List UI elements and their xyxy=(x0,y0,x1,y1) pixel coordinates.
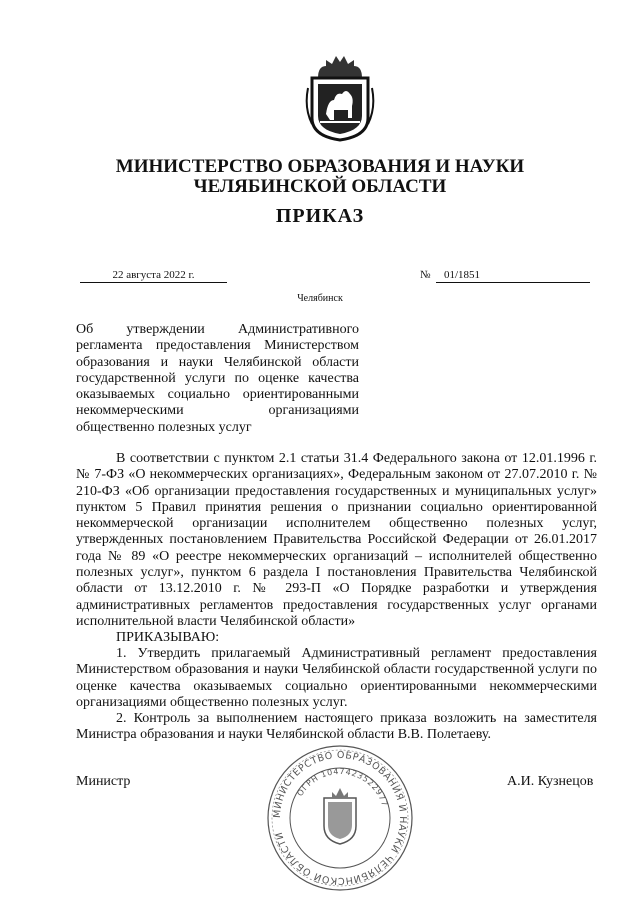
order-subject xyxy=(76,322,359,436)
order-word: ПРИКАЗЫВАЮ: xyxy=(116,630,220,645)
ministry-name-line1: МИНИСТЕРСТВО ОБРАЗОВАНИЯ И НАУКИ xyxy=(115,156,525,177)
ministry-name-line2: ЧЕЛЯБИНСКОЙ ОБЛАСТИ xyxy=(193,176,447,197)
seal-outer-text: МИНИСТЕРСТВО ОБРАЗОВАНИЯ И НАУКИ ЧЕЛЯБИНСКОЙ ОБЛАСТИ xyxy=(271,749,409,887)
preamble-paragraph: В соответствии с пунктом 2.1 статьи 31.4 Федерального закона от 12.01.1996 г. № 7-ФЗ «О некоммерческих организациях», Федеральным законом от 27.07.2010 г. № 210-ФЗ «Об организации предоставления государственных и муниципальных услуг» пунктом 5 Правил принятия решения о признании социально ориентированной некоммерческой организации исполнителем общественно полезных услуг, утвержденных постановлением Правительства Российской Федерации от 26.01.2017 года № 89 «О реестре некоммерческих организаций – исполнителей общественно полезных услуг», пунктом 6 раздела I постановления Правительства Челябинской области от 13.12.2010 г. № 293-П «О Порядке разработки и утверждения административных регламентов предоставления государственных услуг органами исполнительной власти Челябинской области» xyxy=(76,451,597,629)
seal-emblem-icon xyxy=(324,788,356,844)
order-subject-text: Об утверждении Административного регламента предоставления Министерством образования и науки Челябинской области государственной услуги по оценке качества оказываемых социально ориентированными некоммерческими организациями общественно полезных услуг xyxy=(76,322,359,435)
city-name: Челябинск xyxy=(297,293,343,304)
order-date: 22 августа 2022 г. xyxy=(80,268,227,283)
signer-name: А.И. Кузнецов xyxy=(507,774,594,789)
order-number-label: № xyxy=(420,269,431,281)
document-type-title: ПРИКАЗ xyxy=(275,205,365,227)
seal-ogrn-text: ОГРН 1047423522977 xyxy=(295,766,390,808)
signer-position: Министр xyxy=(76,774,131,789)
order-item-2: 2. Контроль за выполнением настоящего приказа возложить на заместителя Министра образования и науки Челябинской области В.В. Полетаеву. xyxy=(76,711,597,743)
coat-of-arms-emblem xyxy=(304,52,376,142)
order-item-1: 1. Утвердить прилагаемый Административный регламент предоставления Министерством образования и науки Челябинской области государственной услуги по оценке качества оказываемых социально ориентированными некоммерческими организациями общественно полезных услуг. xyxy=(76,646,597,710)
official-seal xyxy=(262,740,418,896)
order-number: 01/1851 xyxy=(436,268,590,283)
